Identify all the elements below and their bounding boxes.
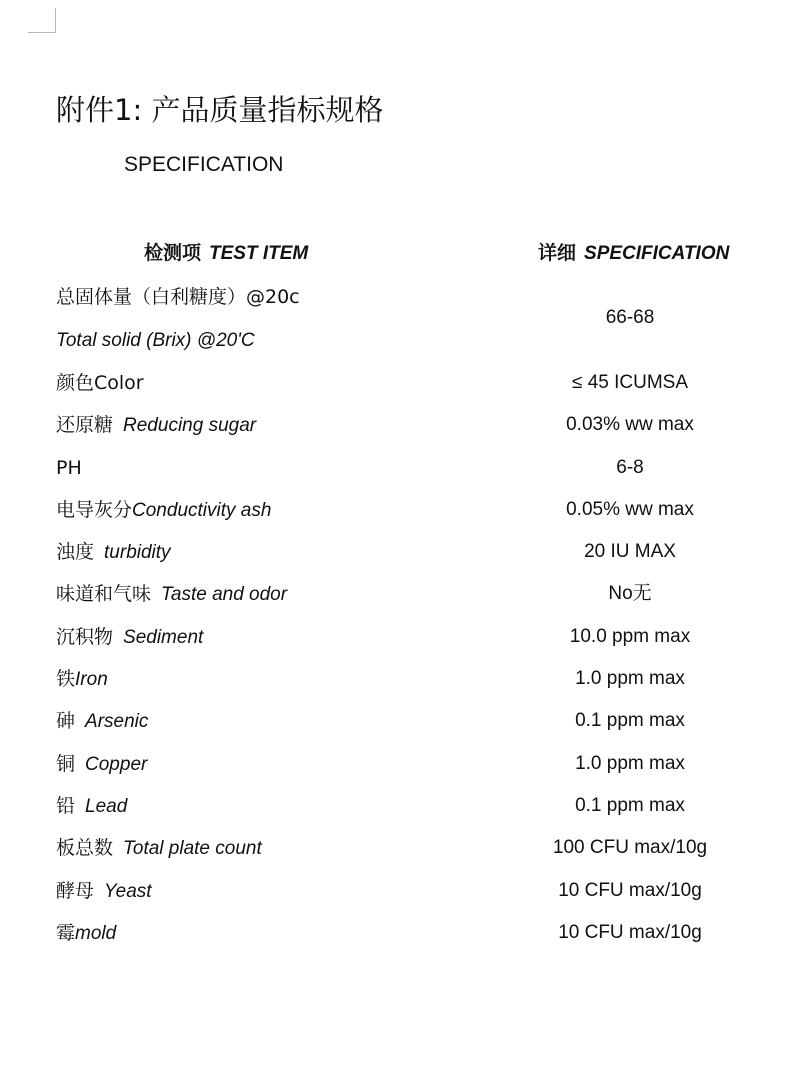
item-cell xyxy=(56,284,300,354)
spec-cell: 10.0 ppm max xyxy=(569,625,691,647)
header-item-en: TEST ITEM xyxy=(209,243,309,264)
table-row xyxy=(56,616,776,658)
item-en: Conductivity ash xyxy=(132,499,272,521)
item-cn: 总固体量（白利糖度）@20c xyxy=(56,286,300,308)
table-row xyxy=(56,531,776,573)
item-en: mold xyxy=(75,922,117,944)
item-cell xyxy=(56,581,287,608)
table-row xyxy=(56,912,776,954)
item-cell xyxy=(56,920,116,947)
item-cell xyxy=(56,793,127,820)
document-subtitle: SPECIFICATION xyxy=(124,153,284,176)
item-en: Total solid (Brix) @20'C xyxy=(56,330,255,351)
item-cell xyxy=(56,370,144,396)
header-spec-cn: 详细 xyxy=(538,242,577,264)
table-row xyxy=(56,573,776,615)
spec-cell: 0.1 ppm max xyxy=(575,710,685,732)
item-cn: 还原糖 xyxy=(56,414,114,437)
item-cn: 酵母 xyxy=(56,879,95,902)
item-en: turbidity xyxy=(104,542,171,564)
spec-cell: 0.1 ppm max xyxy=(575,794,685,816)
item-cell xyxy=(56,497,271,524)
table-row xyxy=(56,362,776,404)
table-header-row xyxy=(56,232,776,276)
item-cn: PH xyxy=(56,456,82,479)
spec-cell: 1.0 ppm max xyxy=(575,668,685,690)
spec-cell: 0.03% ww max xyxy=(566,414,694,436)
spec-cell: 100 CFU max/10g xyxy=(552,837,708,859)
item-cn: 电导灰分 xyxy=(56,498,133,521)
table-row xyxy=(56,658,776,700)
item-en: Copper xyxy=(85,753,148,775)
spec-cell: 10 CFU max/10g xyxy=(558,879,702,901)
item-en: Arsenic xyxy=(85,711,149,733)
spec-cell: No无 xyxy=(608,583,652,605)
item-cn: 浊度 xyxy=(56,541,95,564)
page-corner-mark xyxy=(28,8,56,33)
header-spec-en: SPECIFICATION xyxy=(584,243,730,264)
item-en: Iron xyxy=(75,669,108,691)
item-en: Sediment xyxy=(123,626,204,648)
table-row xyxy=(56,785,776,827)
item-cn: 味道和气味 xyxy=(56,583,152,606)
spec-cell: ≤ 45 ICUMSA xyxy=(571,372,688,393)
item-en: Total plate count xyxy=(123,838,262,860)
item-en: Yeast xyxy=(104,880,152,902)
item-cell xyxy=(56,751,147,778)
table-row xyxy=(56,404,776,446)
item-cn: 沉积物 xyxy=(56,625,114,648)
item-cn: 霉 xyxy=(56,921,76,944)
item-cn: 板总数 xyxy=(56,837,114,860)
header-test-item xyxy=(144,238,308,265)
table-row xyxy=(56,447,776,489)
spec-cell: 10 CFU max/10g xyxy=(558,921,702,943)
document-title: 附件1: 产品质量指标规格 xyxy=(56,93,384,127)
item-cell xyxy=(56,412,256,439)
header-specification xyxy=(538,238,729,265)
table-row xyxy=(56,489,776,531)
item-cn: 砷 xyxy=(56,710,76,733)
item-cell xyxy=(56,624,203,651)
spec-cell: 0.05% ww max xyxy=(566,498,694,520)
item-cn: 铜 xyxy=(56,752,76,775)
item-en: Lead xyxy=(85,795,128,817)
item-cell xyxy=(56,666,108,693)
table-row xyxy=(56,827,776,869)
item-cell xyxy=(56,878,152,905)
item-cell xyxy=(56,455,82,481)
table-row xyxy=(56,276,776,362)
item-cell xyxy=(56,539,171,566)
table-row xyxy=(56,743,776,785)
specification-table xyxy=(56,232,776,954)
item-cell xyxy=(56,708,148,735)
spec-cell: 6-8 xyxy=(616,456,644,478)
header-item-cn: 检测项 xyxy=(144,242,202,264)
table-row xyxy=(56,700,776,742)
item-cell xyxy=(56,835,262,862)
spec-cell: 20 IU MAX xyxy=(584,541,676,563)
item-cn: 颜色Color xyxy=(56,372,144,394)
item-en: Reducing sugar xyxy=(123,415,257,437)
item-cn: 铁 xyxy=(56,668,76,691)
item-en: Taste and odor xyxy=(161,584,288,606)
item-cn: 铅 xyxy=(56,794,76,817)
spec-cell: 1.0 ppm max xyxy=(575,752,685,774)
spec-cell: 66-68 xyxy=(605,307,655,328)
table-row xyxy=(56,870,776,912)
